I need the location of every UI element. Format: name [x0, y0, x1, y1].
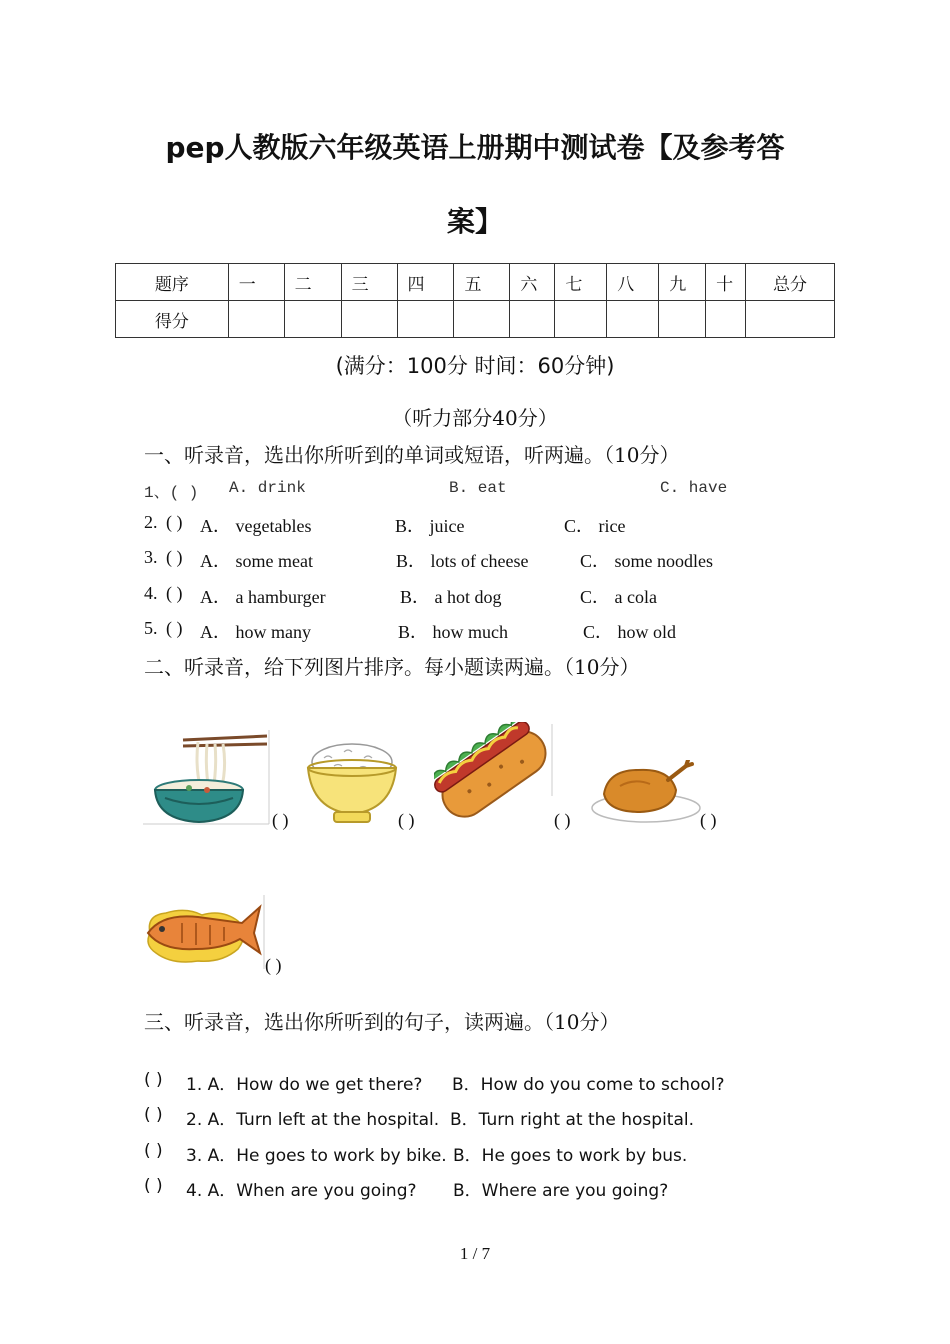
option-c: C． how old: [583, 622, 677, 642]
rice-bowl-picture: [304, 738, 400, 828]
score-cell[interactable]: [228, 301, 284, 338]
answer-blank[interactable]: ( ): [554, 810, 571, 830]
option-b: B．He goes to work by bus.: [453, 1146, 688, 1166]
section2-heading: 二、听录音，给下列图片排序。每小题读两遍。（10分）: [144, 655, 640, 679]
question-number: 3.: [144, 547, 158, 567]
option-a: 2. A．Turn left at the hospital.: [186, 1110, 440, 1130]
document-title-line2: 案】: [446, 205, 503, 238]
question-number: 4.: [144, 583, 158, 603]
fried-fish-picture: [142, 893, 266, 971]
option-a: A． a hamburger: [200, 587, 326, 607]
score-table-score-row: [116, 301, 835, 338]
score-cell[interactable]: [607, 301, 659, 338]
answer-blank[interactable]: ( ): [272, 810, 289, 830]
table-cell: 五: [454, 264, 510, 301]
answer-blank[interactable]: ( ): [265, 955, 282, 975]
answer-blank[interactable]: ( ): [700, 810, 717, 830]
answer-blank[interactable]: ( ): [144, 1070, 163, 1090]
option-c: C． rice: [564, 516, 626, 536]
table-cell: 六: [510, 264, 555, 301]
option-a: A． how many: [200, 622, 311, 642]
noodles-bowl-picture: [143, 728, 271, 826]
answer-blank[interactable]: ( ): [166, 547, 183, 567]
option-a: 1. A．How do we get there?: [186, 1075, 423, 1095]
option-c: C. have: [660, 479, 728, 497]
document-title-line1: pep人教版六年级英语上册期中测试卷【及参考答: [165, 131, 785, 164]
score-table: [115, 263, 835, 338]
score-cell[interactable]: [555, 301, 607, 338]
table-cell: 一: [228, 264, 284, 301]
score-cell[interactable]: [510, 301, 555, 338]
answer-blank[interactable]: ( ): [166, 512, 183, 532]
question-number: 2.: [144, 512, 158, 532]
section3-heading: 三、听录音，选出你所听到的句子，读两遍。（10分）: [144, 1010, 620, 1034]
table-cell: 得分: [116, 301, 229, 338]
option-c: C． some noodles: [580, 551, 713, 571]
option-a: A． vegetables: [200, 516, 312, 536]
table-cell: 二: [284, 264, 341, 301]
option-b: B．How do you come to school?: [452, 1075, 725, 1095]
page-number: 1 / 7: [459, 1244, 491, 1263]
score-cell[interactable]: [746, 301, 835, 338]
option-b: B. eat: [449, 479, 507, 497]
score-cell[interactable]: [659, 301, 706, 338]
option-b: B． lots of cheese: [396, 551, 529, 571]
option-b: B．Turn right at the hospital.: [450, 1110, 695, 1130]
score-cell[interactable]: [397, 301, 454, 338]
answer-blank[interactable]: ( ): [144, 1141, 163, 1161]
answer-blank[interactable]: ( ): [144, 1105, 163, 1125]
option-c: C． a cola: [580, 587, 657, 607]
table-cell: 九: [659, 264, 706, 301]
option-a: 4. A．When are you going?: [186, 1181, 417, 1201]
option-a: A． some meat: [200, 551, 313, 571]
question-number: 1、( ): [144, 484, 199, 502]
answer-blank[interactable]: ( ): [144, 1176, 163, 1196]
question-number: 5.: [144, 618, 158, 638]
hot-dog-picture: [434, 722, 554, 826]
roast-chicken-picture: [590, 760, 706, 828]
score-cell[interactable]: [341, 301, 397, 338]
table-cell: 七: [555, 264, 607, 301]
answer-blank[interactable]: ( ): [398, 810, 415, 830]
table-cell: 总分: [746, 264, 835, 301]
table-cell: 三: [341, 264, 397, 301]
section1-heading: 一、听录音，选出你所听到的单词或短语，听两遍。（10分）: [144, 443, 680, 467]
exam-info: (满分：100分 时间：60分钟): [335, 354, 615, 378]
table-cell: 四: [397, 264, 454, 301]
score-cell[interactable]: [454, 301, 510, 338]
answer-blank[interactable]: ( ): [166, 618, 183, 638]
listening-label: （听力部分40分）: [392, 406, 558, 430]
option-b: B．Where are you going?: [453, 1181, 669, 1201]
table-cell: 八: [607, 264, 659, 301]
option-a: 3. A．He goes to work by bike.: [186, 1146, 447, 1166]
answer-blank[interactable]: ( ): [166, 583, 183, 603]
option-b: B． a hot dog: [400, 587, 502, 607]
option-b: B． how much: [398, 622, 508, 642]
table-cell: 十: [706, 264, 746, 301]
score-cell[interactable]: [706, 301, 746, 338]
score-cell[interactable]: [284, 301, 341, 338]
score-table-header-row: [116, 264, 835, 301]
option-b: B． juice: [395, 516, 465, 536]
table-cell: 题序: [116, 264, 229, 301]
option-a: A. drink: [229, 479, 306, 497]
